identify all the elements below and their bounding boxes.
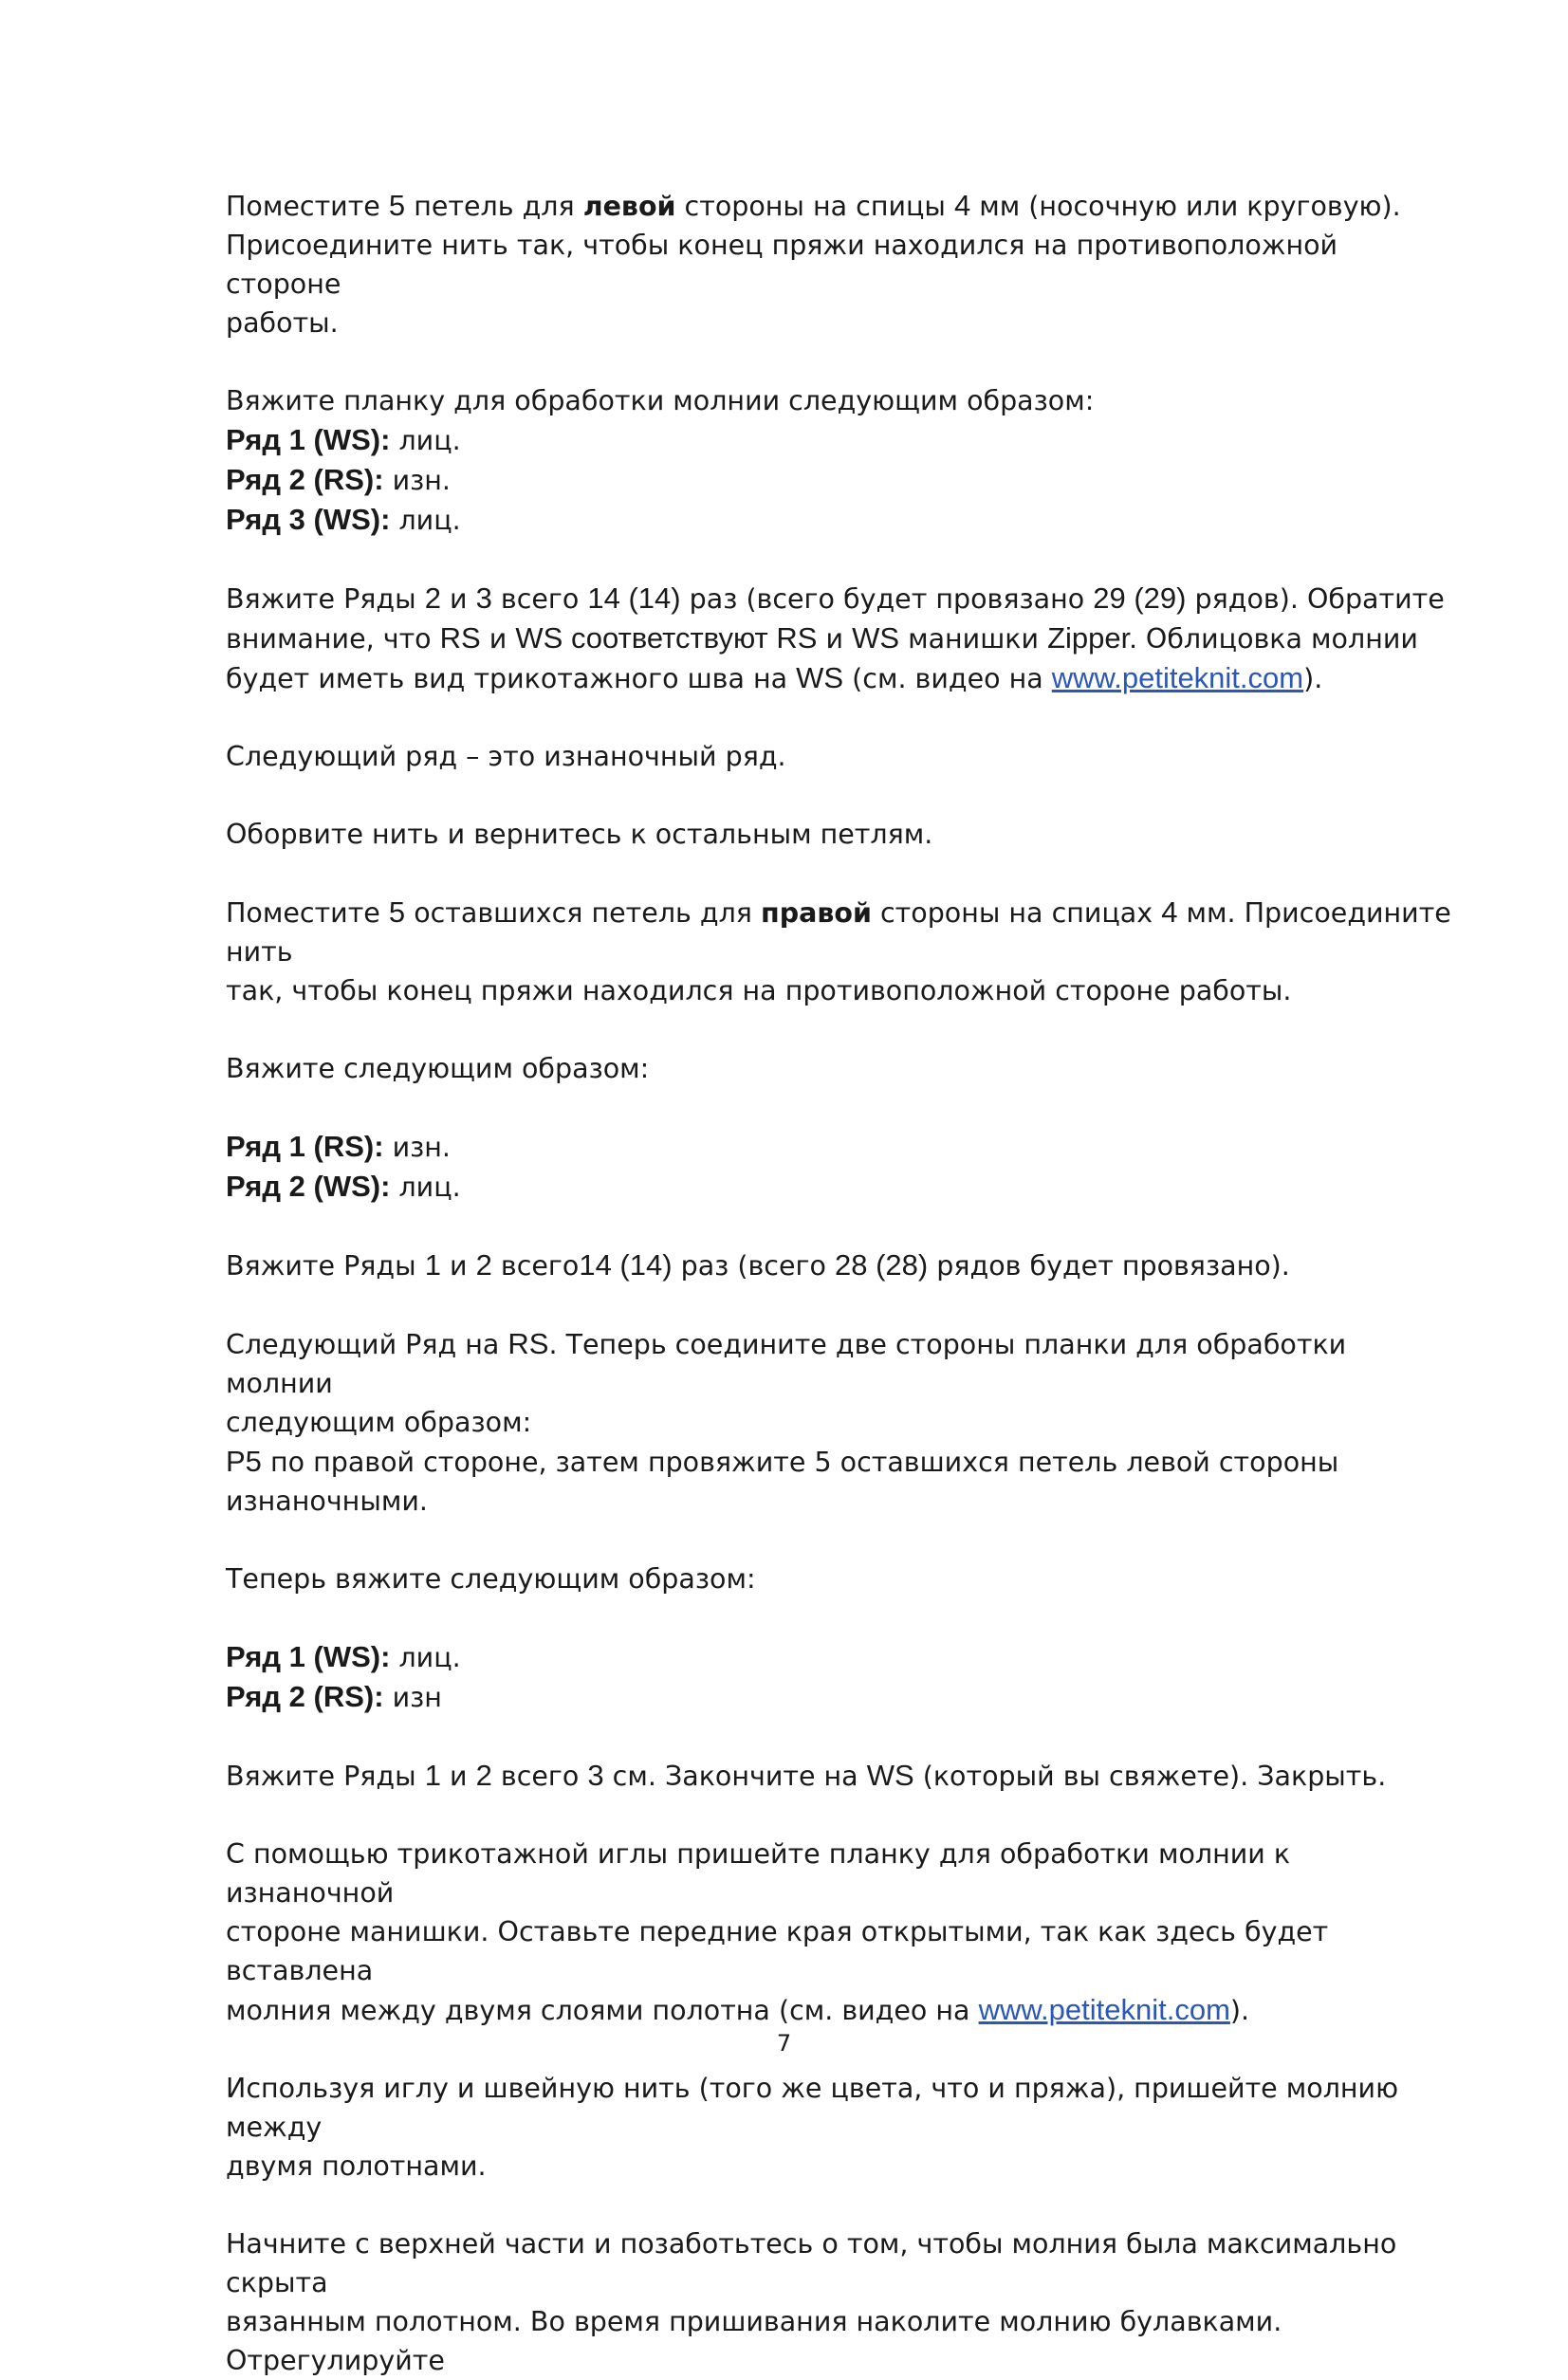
abbr: WS xyxy=(866,1759,914,1792)
row-label: Ряд 2 (RS): xyxy=(226,1680,384,1713)
number: 2 xyxy=(475,1759,492,1792)
number: 28 (28) xyxy=(834,1248,929,1282)
paragraph-next-row: Следующий ряд – это изнаночный ряд. xyxy=(226,741,786,772)
number: 29 (29) xyxy=(1093,581,1187,615)
text: Следующий Ряд на xyxy=(226,1329,508,1360)
number: 14 (14) xyxy=(587,581,681,615)
text: С помощью трикотажной иглы пришейте планку для обработки молнии к изнаночной xyxy=(226,1838,1291,1909)
row-instruction: лиц. xyxy=(390,425,461,456)
row-instruction: лиц. xyxy=(390,1172,461,1203)
row-label: Ряд 1 (WS): xyxy=(226,1640,391,1673)
text: Начните с верхней части и позаботьтесь о том, чтобы молния была максимально скрыта xyxy=(226,2228,1397,2298)
text: и xyxy=(440,583,476,615)
row-instruction: изн. xyxy=(383,465,451,496)
text: всего xyxy=(491,1250,580,1282)
text: по правой стороне, затем провяжите 5 оставшихся петель левой стороны xyxy=(261,1447,1339,1478)
number: 1 xyxy=(424,1248,441,1282)
text: и xyxy=(817,623,853,655)
text: раз (всего xyxy=(672,1250,835,1282)
paragraph-finish-bindoff xyxy=(226,1756,1459,1796)
number: 2 xyxy=(475,1248,492,1282)
text: Вяжите Ряды xyxy=(226,583,425,615)
abbr: WS соответствуют RS xyxy=(515,621,818,655)
text: Вяжите Ряды xyxy=(226,1250,425,1282)
text: Вяжите планку для обработки молнии следующим образом: xyxy=(226,385,1095,416)
website-link[interactable]: www.petiteknit.com xyxy=(978,1993,1230,2026)
product-name: Zipper. xyxy=(1047,621,1137,655)
text: рядов будет провязано). xyxy=(928,1250,1290,1282)
paragraph-repeat-rows-left xyxy=(226,579,1459,698)
text: так, чтобы конец пряжи находился на противоположной стороне работы. xyxy=(226,975,1292,1006)
row-label: Ряд 2 (RS): xyxy=(226,463,384,496)
text: петель для xyxy=(405,191,583,222)
row-instruction: лиц. xyxy=(390,1642,461,1673)
text: см. Закончите на xyxy=(603,1761,867,1792)
stitch-count: 5 xyxy=(388,189,406,222)
paragraph-join-sides xyxy=(226,1324,1459,1521)
number: 3 xyxy=(475,581,492,615)
text: оставшихся петель для xyxy=(405,897,762,929)
text: стороны на спицы xyxy=(675,191,954,222)
row-instruction: изн xyxy=(383,1682,442,1713)
text: изнаночными. xyxy=(226,1485,428,1517)
text: будет иметь вид трикотажного шва на xyxy=(226,663,797,694)
website-link[interactable]: www.petiteknit.com xyxy=(1051,661,1304,694)
paragraph-place-left-stitches xyxy=(226,186,1459,342)
paragraph-right-rows xyxy=(226,1127,1459,1207)
abbr: RS xyxy=(507,1327,549,1360)
row-instruction: лиц. xyxy=(390,505,461,536)
number: 2 xyxy=(424,581,441,615)
text: стороны на спицах xyxy=(871,897,1162,929)
abbr: RS xyxy=(439,621,481,655)
text: (см. видео на xyxy=(843,663,1052,694)
text: и xyxy=(440,1761,476,1792)
abbr: WS xyxy=(796,661,844,694)
abbr: P5 xyxy=(226,1445,262,1478)
number: 1 xyxy=(424,1759,441,1792)
text: Вяжите Ряды xyxy=(226,1761,425,1792)
text: стороне манишки. Оставьте передние края открытыми, так как здесь будет вставлена xyxy=(226,1916,1329,1986)
paragraph-repeat-rows-right xyxy=(226,1245,1459,1285)
text: молния между двумя слоями полотна (см. видео на xyxy=(226,1995,979,2026)
text: ). xyxy=(1229,1995,1250,2026)
text: и xyxy=(440,1250,476,1282)
paragraph-sew-band xyxy=(226,1835,1459,2030)
text: Поместите xyxy=(226,191,389,222)
text: Используя иглу и швейную нить (того же цвета, что и пряжа), пришейте молнию между xyxy=(226,2073,1399,2143)
text: работы. xyxy=(226,307,339,339)
text: . Теперь соедините две стороны планки для обработки молнии xyxy=(226,1329,1347,1399)
paragraph-start-top xyxy=(226,2224,1459,2380)
text: мм. Присоедините нить xyxy=(226,897,1451,968)
text: (который вы свяжете). Закрыть. xyxy=(913,1761,1387,1792)
bold-word-left: левой xyxy=(582,191,676,222)
paragraph-knit-as-follows: Вяжите следующим образом: xyxy=(226,1053,650,1084)
paragraph-joined-rows xyxy=(226,1637,1459,1717)
text: Поместите xyxy=(226,897,389,929)
abbr: WS xyxy=(852,621,900,655)
text: всего xyxy=(491,583,588,615)
text: двумя полотнами. xyxy=(226,2150,487,2182)
number: 3 xyxy=(587,1759,604,1792)
row-label: Ряд 2 (WS): xyxy=(226,1170,391,1203)
paragraph-zipper-band-intro xyxy=(226,381,1459,540)
needle-size: 4 xyxy=(953,189,971,222)
row-label: Ряд 3 (WS): xyxy=(226,503,391,536)
bold-word-right: правой xyxy=(761,897,872,929)
text: Присоедините нить так, чтобы конец пряжи находился на противоположной стороне xyxy=(226,230,1338,300)
text: внимание, что xyxy=(226,623,440,655)
text: ). xyxy=(1303,663,1323,694)
text: всего xyxy=(491,1761,588,1792)
text: манишки xyxy=(899,623,1048,655)
text: и xyxy=(480,623,516,655)
page-number: 7 xyxy=(776,2030,792,2057)
stitch-count: 5 xyxy=(388,895,406,929)
paragraph-sew-zipper xyxy=(226,2069,1459,2186)
text: следующим образом: xyxy=(226,1407,532,1438)
text: Облицовка молнии xyxy=(1136,623,1418,655)
text: мм (носочную или круговую). xyxy=(970,191,1401,222)
text: раз (всего будет провязано xyxy=(680,583,1094,615)
row-instruction: изн. xyxy=(383,1132,451,1163)
row-label: Ряд 1 (RS): xyxy=(226,1130,384,1163)
text: вязанным полотном. Во время пришивания наколите молнию булавками. Отрегулируйте xyxy=(226,2306,1282,2376)
row-label: Ряд 1 (WS): xyxy=(226,423,391,456)
text: рядов). Обратите xyxy=(1186,583,1445,615)
paragraph-now-knit: Теперь вяжите следующим образом: xyxy=(226,1563,756,1595)
paragraph-break-yarn: Оборвите нить и вернитесь к остальным петлям. xyxy=(226,819,933,850)
number: 14 (14) xyxy=(579,1248,673,1282)
needle-size: 4 xyxy=(1161,895,1178,929)
paragraph-place-right-stitches xyxy=(226,893,1459,1010)
